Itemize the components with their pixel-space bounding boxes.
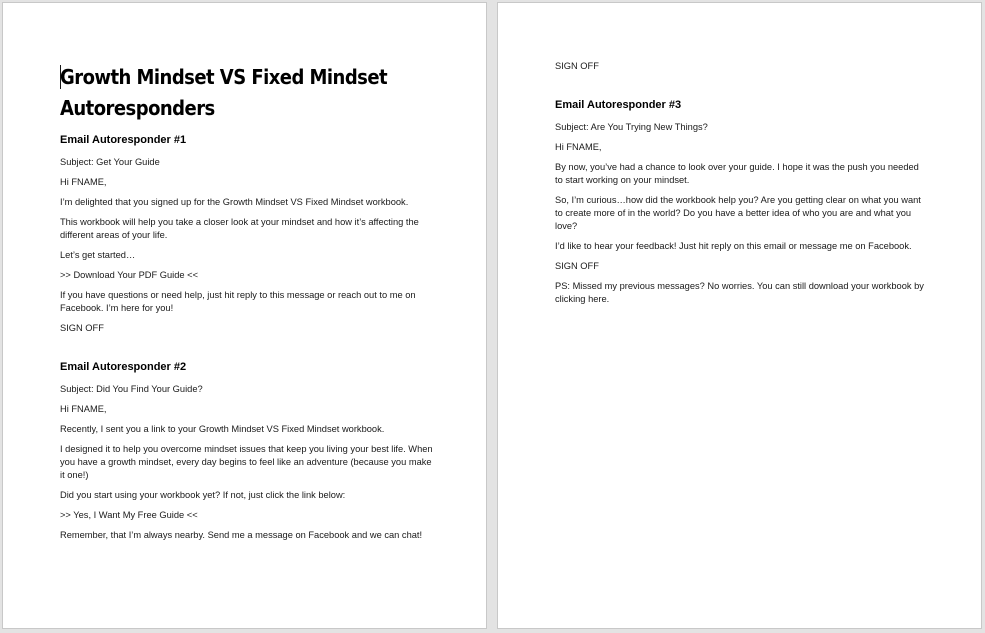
paragraph[interactable]: Subject: Did You Find Your Guide?	[60, 384, 203, 394]
paragraph[interactable]: Subject: Get Your Guide	[60, 157, 160, 167]
paragraph[interactable]: PS: Missed my previous messages? No worries. You can still download your workbook by clicking here.	[555, 281, 924, 304]
paragraph[interactable]: By now, you’ve had a chance to look over your guide. I hope it was the push you needed to start working on your mindset.	[555, 162, 919, 185]
document-page-2[interactable]	[497, 2, 982, 629]
paragraph[interactable]: >> Yes, I Want My Free Guide <<	[60, 510, 198, 520]
paragraph[interactable]: Recently, I sent you a link to your Growth Mindset VS Fixed Mindset workbook.	[60, 424, 385, 434]
paragraph[interactable]: Subject: Are You Trying New Things?	[555, 122, 708, 132]
section-spacer	[60, 342, 434, 361]
paragraph[interactable]: SIGN OFF	[60, 323, 104, 333]
paragraph[interactable]: So, I’m curious…how did the workbook help you? Are you getting clear on what you want to create more of in the world? Do you have a better idea of who you are and what you love?	[555, 195, 921, 231]
paragraph[interactable]: SIGN OFF	[555, 61, 599, 71]
paragraph[interactable]: >> Download Your PDF Guide <<	[60, 270, 198, 280]
paragraph[interactable]: I’m delighted that you signed up for the Growth Mindset VS Fixed Mindset workbook.	[60, 197, 409, 207]
document-title[interactable]	[60, 62, 434, 124]
paragraph[interactable]: I designed it to help you overcome mindset issues that keep you living your best life. When you have a growth mindset, every day begins to feel like an adventure (because you make it one!)	[60, 444, 433, 480]
section-heading[interactable]: Email Autoresponder #3	[555, 99, 682, 111]
paragraph[interactable]: Did you start using your workbook yet? If not, just click the link below:	[60, 490, 346, 500]
paragraph[interactable]: Let’s get started…	[60, 250, 136, 260]
document-page-1[interactable]	[2, 2, 487, 629]
document-title-text[interactable]: Growth Mindset VS Fixed Mindset Autoresponders	[60, 65, 388, 120]
page-2-blocks	[555, 60, 929, 306]
section-spacer	[555, 80, 929, 99]
page-1-blocks	[60, 134, 434, 542]
section-heading[interactable]: Email Autoresponder #2	[60, 361, 187, 373]
page-1-content[interactable]	[60, 62, 434, 549]
paragraph[interactable]: I’d like to hear your feedback! Just hit reply on this email or message me on Facebook.	[555, 241, 912, 251]
paragraph[interactable]: Remember, that I’m always nearby. Send me a message on Facebook and we can chat!	[60, 530, 423, 540]
paragraph[interactable]: SIGN OFF	[555, 261, 599, 271]
paragraph[interactable]: This workbook will help you take a closer look at your mindset and how it’s affecting the different areas of your life.	[60, 217, 419, 240]
text-cursor	[60, 65, 61, 89]
page-2-content[interactable]	[555, 60, 929, 313]
paragraph[interactable]: If you have questions or need help, just hit reply to this message or reach out to me on Facebook. I’m here for you!	[60, 290, 416, 313]
paragraph[interactable]: Hi FNAME,	[60, 404, 107, 414]
section-heading[interactable]: Email Autoresponder #1	[60, 134, 187, 146]
paragraph[interactable]: Hi FNAME,	[555, 142, 602, 152]
paragraph[interactable]: Hi FNAME,	[60, 177, 107, 187]
